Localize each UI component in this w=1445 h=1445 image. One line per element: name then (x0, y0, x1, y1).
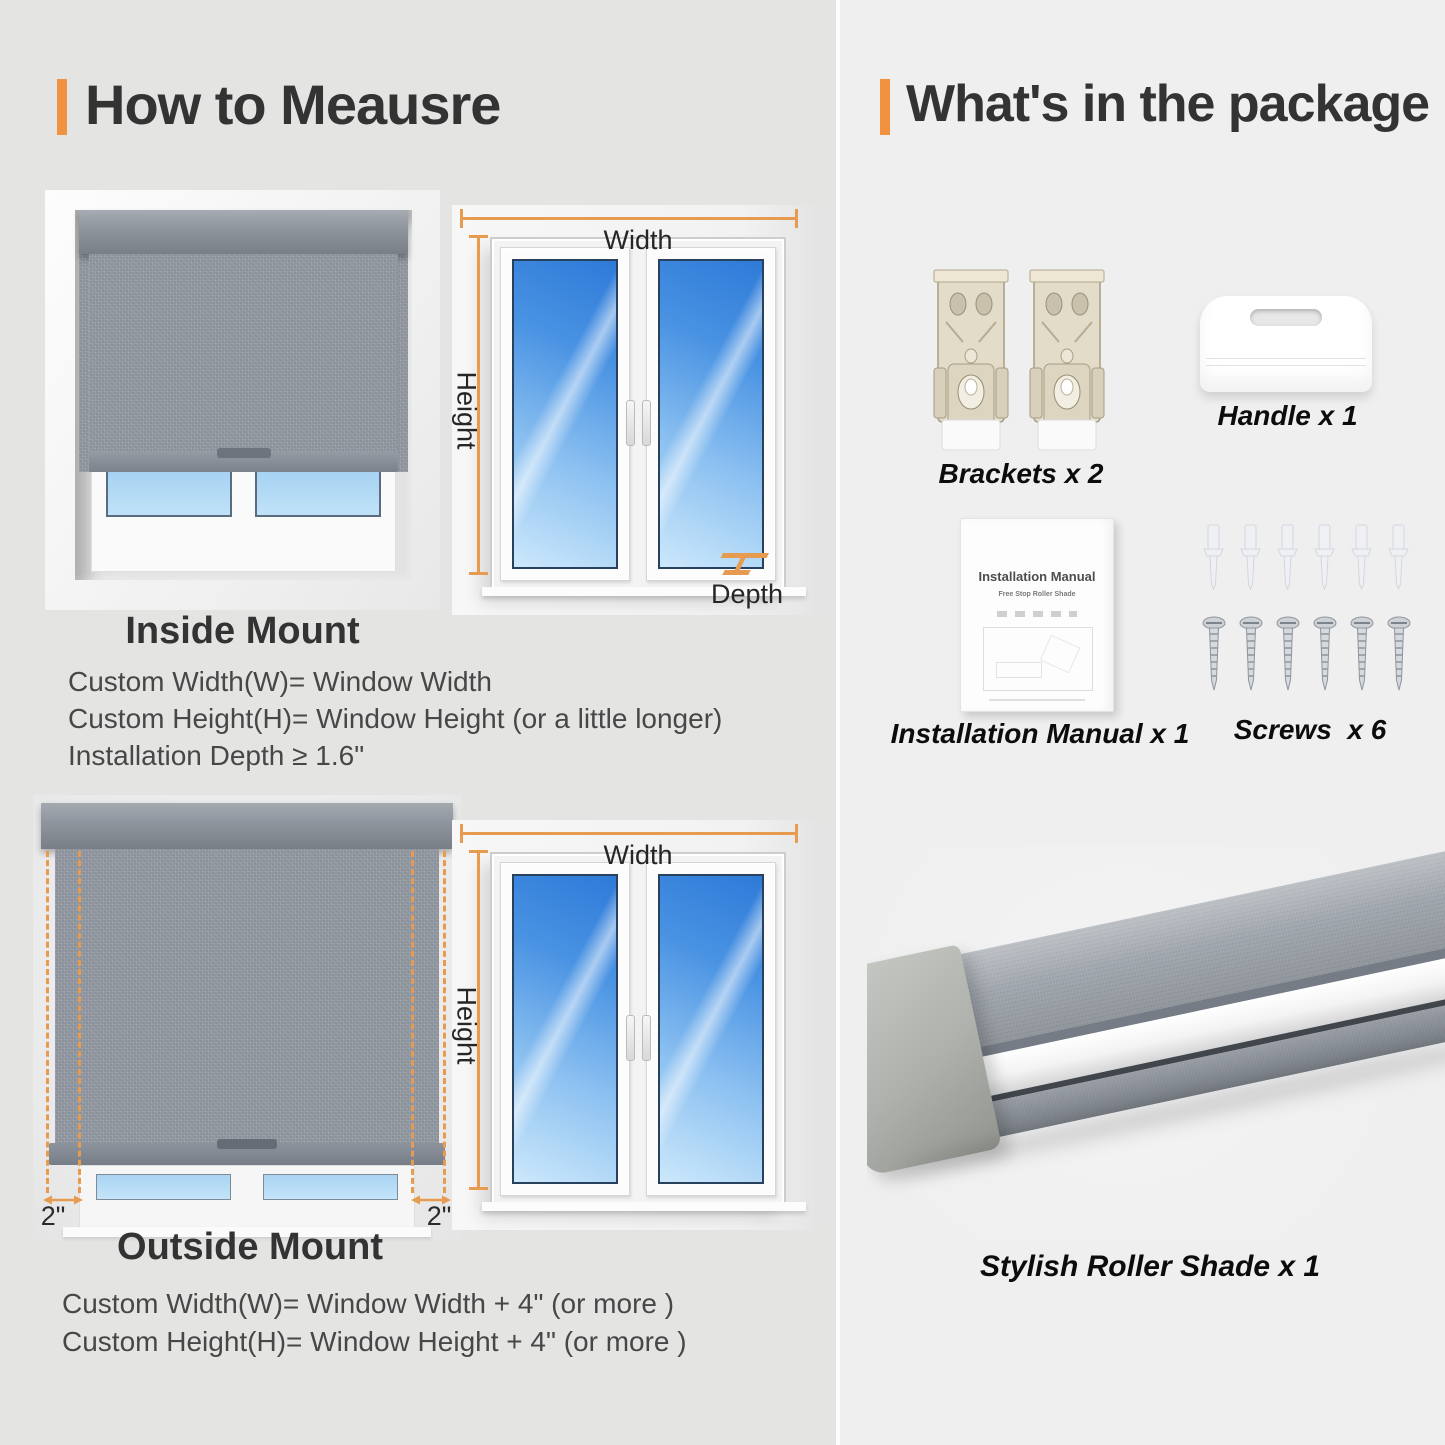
shade-handle-tab (217, 448, 271, 458)
screws-label: Screws x 6 (1233, 714, 1387, 745)
window-handle (642, 400, 651, 446)
height-label: Height (451, 370, 482, 450)
shade-cassette-bar (867, 845, 1445, 1166)
shade-cassette (79, 210, 408, 254)
dashed-guide-line (411, 851, 414, 1193)
shade-panel (89, 254, 398, 452)
window-glass (512, 259, 618, 569)
inside-spec-depth: Installation Depth ≥ 1.6" (68, 740, 365, 771)
screws-icon (1202, 616, 1430, 696)
depth-label: Depth (710, 579, 784, 609)
window-pane-left (96, 1174, 231, 1200)
window-handle (626, 400, 635, 446)
window-frame (79, 1165, 415, 1229)
inside-mount-heading: Inside Mount (125, 610, 360, 652)
measure-title: How to Meausre (85, 73, 501, 136)
window-sill (482, 1202, 806, 1211)
accent-bar-right (880, 79, 890, 135)
manual-sketch (1040, 635, 1081, 674)
accent-bar-left (57, 79, 67, 135)
package-section (840, 0, 1445, 1445)
inside-spec-width: Custom Width(W)= Window Width (68, 666, 492, 697)
outside-spec-width: Custom Width(W)= Window Width + 4" (or more ) (62, 1288, 675, 1319)
handle-seam (1206, 358, 1366, 359)
window-pane-right (263, 1174, 398, 1200)
window-frame (490, 852, 786, 1206)
roller-shade-image (867, 845, 1445, 1245)
handle-image (1200, 296, 1372, 392)
outside-mount-heading: Outside Mount (117, 1226, 383, 1268)
width-arrow-icon (460, 217, 798, 220)
manual-cover-subtitle: Free Stop Roller Shade (998, 591, 1076, 598)
window-handle (642, 1015, 651, 1061)
height-label-wrap (436, 205, 496, 615)
shade-label: Stylish Roller Shade x 1 (979, 1250, 1321, 1283)
roller-shade-fabric (79, 210, 408, 472)
width-arrow-icon (460, 832, 798, 835)
outside-measure-diagram (452, 820, 824, 1230)
manual-cover-figure (983, 627, 1093, 691)
overhang-label-left: 2" (40, 1201, 66, 1231)
window-handle (626, 1015, 635, 1061)
handle-seam (1206, 365, 1366, 366)
window-frame (490, 237, 786, 591)
shade-cassette (41, 803, 453, 849)
manual-cover-title: Installation Manual (978, 569, 1096, 584)
bracket-icon (932, 268, 1010, 452)
inside-mount-photo (45, 190, 440, 610)
manual-sketch (996, 662, 1042, 678)
window-sash-left (500, 247, 630, 581)
overhang-label-right: 2" (426, 1201, 452, 1231)
dashed-guide-line (78, 851, 81, 1193)
shade-panel (55, 849, 439, 1145)
window-glass (658, 874, 764, 1184)
dashed-guide-line (46, 851, 49, 1193)
inside-spec-height: Custom Height(H)= Window Height (or a little longer) (68, 703, 723, 734)
bracket-icon (1028, 268, 1106, 452)
package-title: What's in the package (906, 75, 1430, 133)
handle-label: Handle x 1 (1217, 400, 1358, 431)
depth-arrow-icon (710, 551, 774, 579)
manual-image (960, 518, 1114, 712)
wall-anchors-icon (1202, 524, 1430, 596)
manual-cover-marks (997, 611, 1077, 617)
window-sash-right (646, 247, 776, 581)
height-label-wrap (436, 820, 496, 1230)
window-glass (658, 259, 764, 569)
brackets-label: Brackets x 2 (938, 458, 1104, 489)
manual-label: Installation Manual x 1 (890, 718, 1190, 749)
width-label: Width (603, 225, 673, 255)
inside-measure-diagram (452, 205, 824, 615)
manual-fine-print (989, 699, 1085, 701)
handle-slot (1250, 309, 1322, 326)
window-recess (75, 210, 412, 580)
window-glass (512, 874, 618, 1184)
window-sash-left (500, 862, 630, 1196)
screws-image (1202, 524, 1430, 704)
window-sash-right (646, 862, 776, 1196)
brackets-image (932, 268, 1112, 454)
height-label: Height (451, 985, 482, 1065)
outside-spec-height: Custom Height(H)= Window Height + 4" (or more ) (62, 1326, 687, 1357)
shade-handle-tab (217, 1139, 277, 1149)
width-label: Width (603, 840, 673, 870)
outside-mount-photo (33, 795, 461, 1240)
